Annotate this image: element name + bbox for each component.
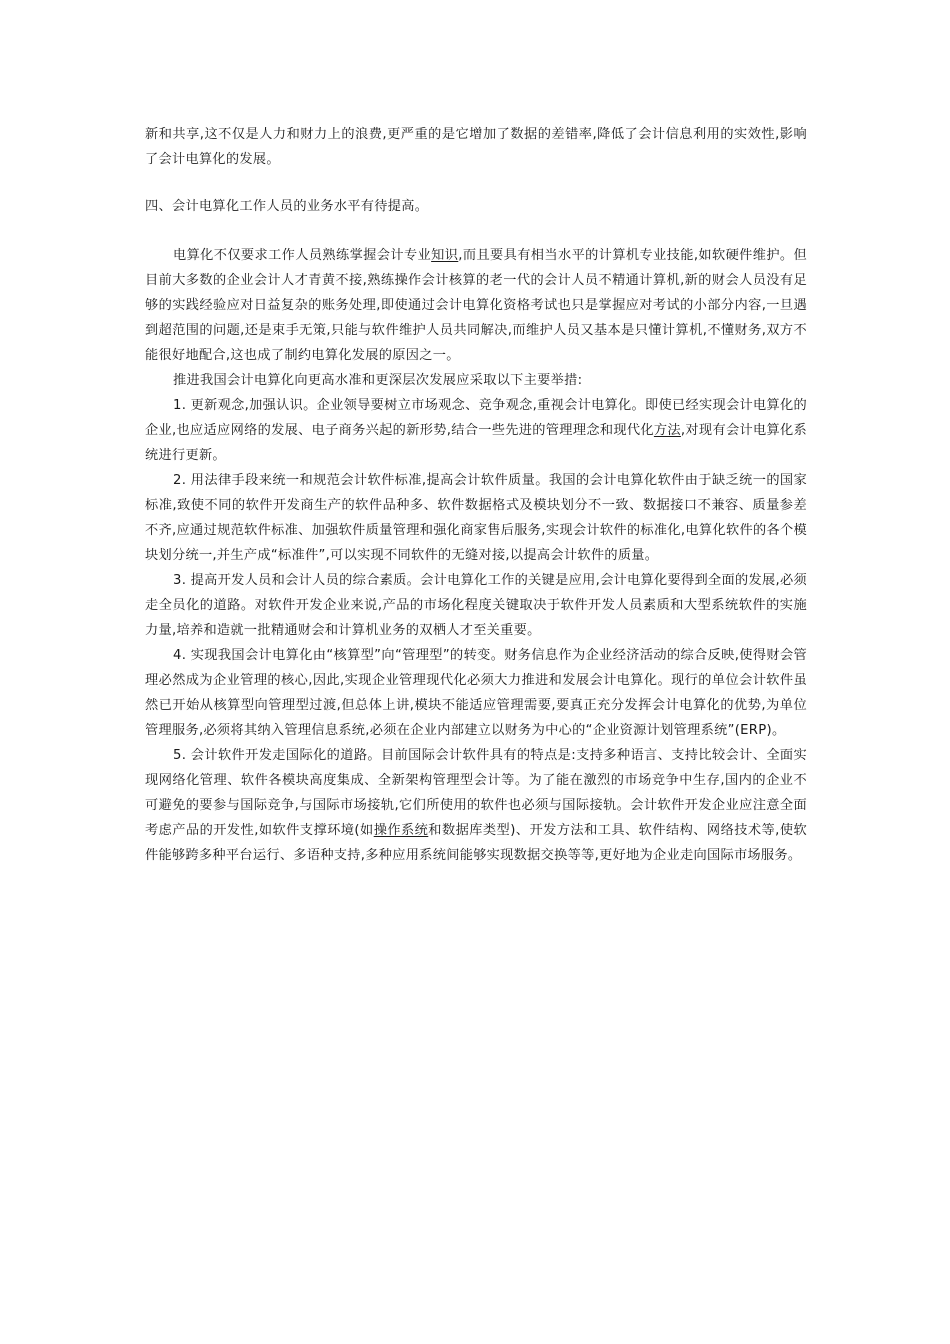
- text-run: ,对现有会计电算化系统进行更新。: [145, 423, 807, 463]
- inline-link[interactable]: 知识: [431, 248, 459, 263]
- measure-item-3: [145, 568, 807, 643]
- measure-item-2: [145, 468, 807, 568]
- paragraph-measures-intro: [145, 368, 807, 393]
- text-run: 新和共享,这不仅是人力和财力上的浪费,更严重的是它增加了数据的差错率,降低了会计信息利用的实效性,影响了会计电算化的发展。: [145, 127, 807, 167]
- text-run: 5. 会计软件开发走国际化的道路。目前国际会计软件具有的特点是:支持多种语言、支持比较会计、全面实现网络化管理、软件各模块高度集成、全新架构管理型会计等。为了能在激烈的市场竞争中生存,国内的企业不可避免的要参与国际竞争,与国际市场接轨,它们所使用的软件也必须与国际接轨。会计软件开发企业应注意全面考虑产品的开发性,如软件支撑环境(如: [145, 748, 807, 838]
- inline-link[interactable]: 操作系统: [373, 823, 429, 838]
- section-heading: [145, 194, 807, 219]
- text-run: 推进我国会计电算化向更高水准和更深层次发展应采取以下主要举措:: [173, 373, 583, 388]
- text-run: 四、会计电算化工作人员的业务水平有待提高。: [145, 199, 429, 214]
- paragraph-continuation: [145, 122, 807, 172]
- measure-item-5: [145, 743, 807, 868]
- text-run: 1. 更新观念,加强认识。企业领导要树立市场观念、竞争观念,重视会计电算化。即使已经实现会计电算化的企业,也应适应网络的发展、电子商务兴起的新形势,结合一些先进的管理理念和现代化: [145, 398, 807, 438]
- text-run: 2. 用法律手段来统一和规范会计软件标准,提高会计软件质量。我国的会计电算化软件由于缺乏统一的国家标准,致使不同的软件开发商生产的软件品种多、软件数据格式及模块划分不一致、数据接口不兼容、质量参差不齐,应通过规范软件标准、加强软件质量管理和强化商家售后服务,实现会计软件的标准化,电算化软件的各个模块划分统一,并生产成“标准件”,可以实现不同软件的无缝对接,以提高会计软件的质量。: [145, 473, 807, 563]
- measure-item-1: [145, 393, 807, 468]
- paragraph-staff-skills: [145, 243, 807, 368]
- document-body: [145, 122, 807, 868]
- text-run: 3. 提高开发人员和会计人员的综合素质。会计电算化工作的关键是应用,会计电算化要得到全面的发展,必须走全员化的道路。对软件开发企业来说,产品的市场化程度关键取决于软件开发人员素质和大型系统软件的实施力量,培养和造就一批精通财会和计算机业务的双栖人才至关重要。: [145, 573, 807, 638]
- text-run: 和数据库类型)、开发方法和工具、软件结构、网络技术等,使软件能够跨多种平台运行、多语种支持,多种应用系统间能够实现数据交换等等,更好地为企业走向国际市场服务。: [145, 823, 807, 863]
- text-run: ,而且要具有相当水平的计算机专业技能,如软硬件维护。但目前大多数的企业会计人才青黄不接,熟练操作会计核算的老一代的会计人员不精通计算机,新的财会人员没有足够的实践经验应对日益复杂的账务处理,即使通过会计电算化资格考试也只是掌握应对考试的小部分内容,一旦遇到超范围的问题,还是束手无策,只能与软件维护人员共同解决,而维护人员又基本是只懂计算机,不懂财务,双方不能很好地配合,这也成了制约电算化发展的原因之一。: [145, 248, 807, 363]
- inline-link[interactable]: 方法: [653, 423, 681, 438]
- measure-item-4: [145, 643, 807, 743]
- text-run: 电算化不仅要求工作人员熟练掌握会计专业: [173, 248, 432, 263]
- text-run: 4. 实现我国会计电算化由“核算型”向“管理型”的转变。财务信息作为企业经济活动的综合反映,使得财会管理必然成为企业管理的核心,因此,实现企业管理现代化必须大力推进和发展会计电算化。现行的单位会计软件虽然已开始从核算型向管理型过渡,但总体上讲,模块不能适应管理需要,要真正充分发挥会计电算化的优势,为单位管理服务,必须将其纳入管理信息系统,必须在企业内部建立以财务为中心的“企业资源计划管理系统”(ERP)。: [145, 648, 807, 738]
